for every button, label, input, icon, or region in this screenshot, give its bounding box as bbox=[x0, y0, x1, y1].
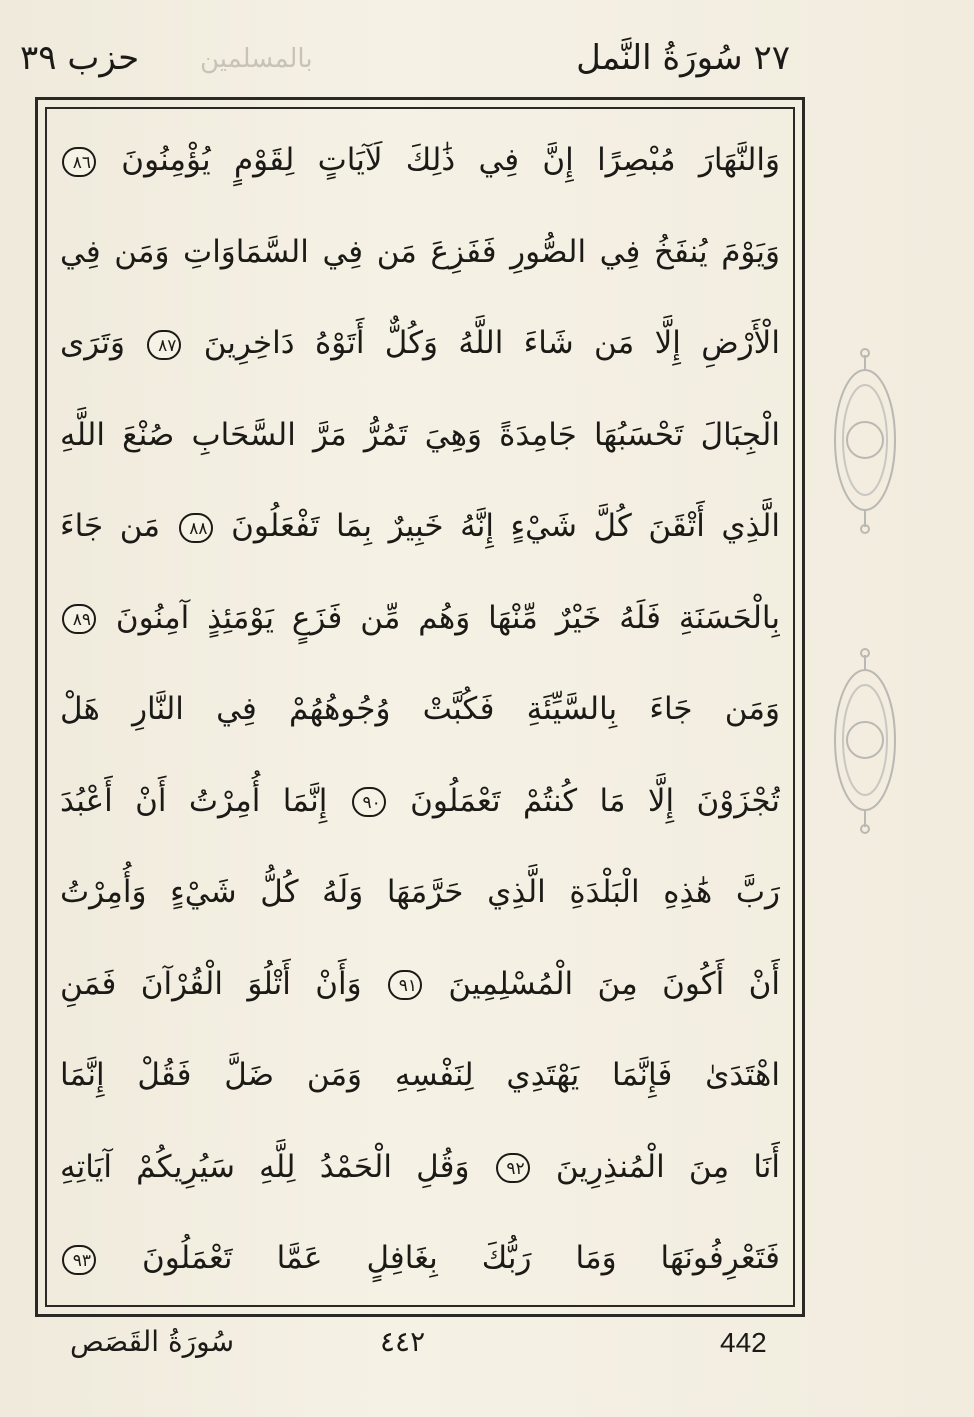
verse-text: وَيَوْمَ يُنفَخُ فِي الصُّورِ فَفَزِعَ مَن فِي السَّمَاوَاتِ وَمَن فِي bbox=[60, 233, 780, 270]
verse-line bbox=[60, 756, 780, 848]
ayah-number-marker: ٩١ bbox=[388, 970, 422, 1000]
ayah-number-marker: ٩٢ bbox=[496, 1153, 530, 1183]
surah-title: ٢٧ سُورَةُ النَّمل bbox=[576, 38, 790, 78]
verse-line bbox=[60, 664, 780, 756]
verse-text: تُجْزَوْنَ إِلَّا مَا كُنتُمْ تَعْمَلُونَ bbox=[410, 782, 780, 819]
hizb-medallion-icon bbox=[815, 645, 915, 835]
verse-text: اهْتَدَىٰ فَإِنَّمَا يَهْتَدِي لِنَفْسِهِ وَمَن ضَلَّ فَقُلْ إِنَّمَا bbox=[60, 1057, 780, 1093]
verse-line bbox=[60, 390, 780, 482]
page-number-arabic: ٤٤٢ bbox=[380, 1325, 426, 1358]
ayah-number-marker: ٨٦ bbox=[62, 147, 96, 177]
verse-text: الَّذِي أَتْقَنَ كُلَّ شَيْءٍ إِنَّهُ خَبِيرٌ بِمَا تَفْعَلُونَ bbox=[231, 508, 780, 544]
margin-ornament-bottom bbox=[815, 645, 915, 835]
verse-text-continued: مَن جَاءَ bbox=[60, 508, 160, 544]
verse-line bbox=[60, 1030, 780, 1122]
page-number: 442 bbox=[720, 1327, 767, 1358]
verse-line bbox=[60, 115, 780, 207]
ayah-number-marker: ٩٠ bbox=[352, 787, 386, 817]
verse-line bbox=[60, 1213, 780, 1305]
verse-lines bbox=[60, 115, 780, 1305]
verse-text-continued: إِنَّمَا أُمِرْتُ أَنْ أَعْبُدَ bbox=[60, 782, 328, 819]
verse-text: فَتَعْرِفُونَهَا وَمَا رَبُّكَ بِغَافِلٍ عَمَّا تَعْمَلُونَ bbox=[142, 1240, 780, 1276]
verse-line bbox=[60, 1122, 780, 1214]
verse-text: وَمَن جَاءَ بِالسَّيِّئَةِ فَكُبَّتْ وُجُوهُهُمْ فِي النَّارِ هَلْ bbox=[60, 691, 780, 727]
verse-text: أَنْ أَكُونَ مِنَ الْمُسْلِمِينَ bbox=[448, 965, 780, 1002]
page-footer bbox=[30, 1325, 810, 1375]
verse-text: الْأَرْضِ إِلَّا مَن شَاءَ اللَّهُ وَكُلٌّ أَتَوْهُ دَاخِرِينَ bbox=[203, 325, 780, 361]
verse-text: رَبَّ هَٰذِهِ الْبَلْدَةِ الَّذِي حَرَّمَهَا وَلَهُ كُلُّ شَيْءٍ وَأُمِرْتُ bbox=[60, 874, 780, 910]
verse-text-continued: وَتَرَى bbox=[60, 325, 125, 361]
ayah-number-marker: ٨٧ bbox=[147, 330, 181, 360]
verse-line bbox=[60, 298, 780, 390]
ayah-number-marker: ٩٣ bbox=[62, 1245, 96, 1275]
verse-text: وَالنَّهَارَ مُبْصِرًا إِنَّ فِي ذَٰلِكَ لَآيَاتٍ لِقَوْمٍ يُؤْمِنُونَ bbox=[121, 142, 780, 178]
ayah-number-marker: ٨٨ bbox=[179, 513, 213, 543]
margin-ornament-top bbox=[815, 345, 915, 535]
verse-line bbox=[60, 939, 780, 1031]
verse-text: أَنَا مِنَ الْمُنذِرِينَ bbox=[555, 1148, 780, 1185]
verse-text: بِالْحَسَنَةِ فَلَهُ خَيْرٌ مِّنْهَا وَهُم مِّن فَزَعٍ يَوْمَئِذٍ آمِنُونَ bbox=[115, 599, 780, 636]
faded-bleed-text: بالمسلمين bbox=[200, 44, 313, 74]
verse-line bbox=[60, 207, 780, 299]
verse-text-continued: وَأَنْ أَتْلُوَ الْقُرْآنَ فَمَنِ bbox=[60, 965, 362, 1002]
verse-text-continued: وَقُلِ الْحَمْدُ لِلَّهِ سَيُرِيكُمْ آيَاتِهِ bbox=[60, 1148, 470, 1185]
hizb-medallion-icon bbox=[815, 345, 915, 535]
verse-text: الْجِبَالَ تَحْسَبُهَا جَامِدَةً وَهِيَ تَمُرُّ مَرَّ السَّحَابِ صُنْعَ اللَّهِ bbox=[60, 416, 780, 453]
verse-line bbox=[60, 847, 780, 939]
verse-line bbox=[60, 573, 780, 665]
ayah-number-marker: ٨٩ bbox=[62, 604, 96, 634]
page-header bbox=[20, 38, 800, 88]
next-surah-label: سُورَةُ القَصَص bbox=[70, 1325, 235, 1358]
verse-line bbox=[60, 481, 780, 573]
hizb-label: حزب ٣٩ bbox=[20, 38, 140, 78]
